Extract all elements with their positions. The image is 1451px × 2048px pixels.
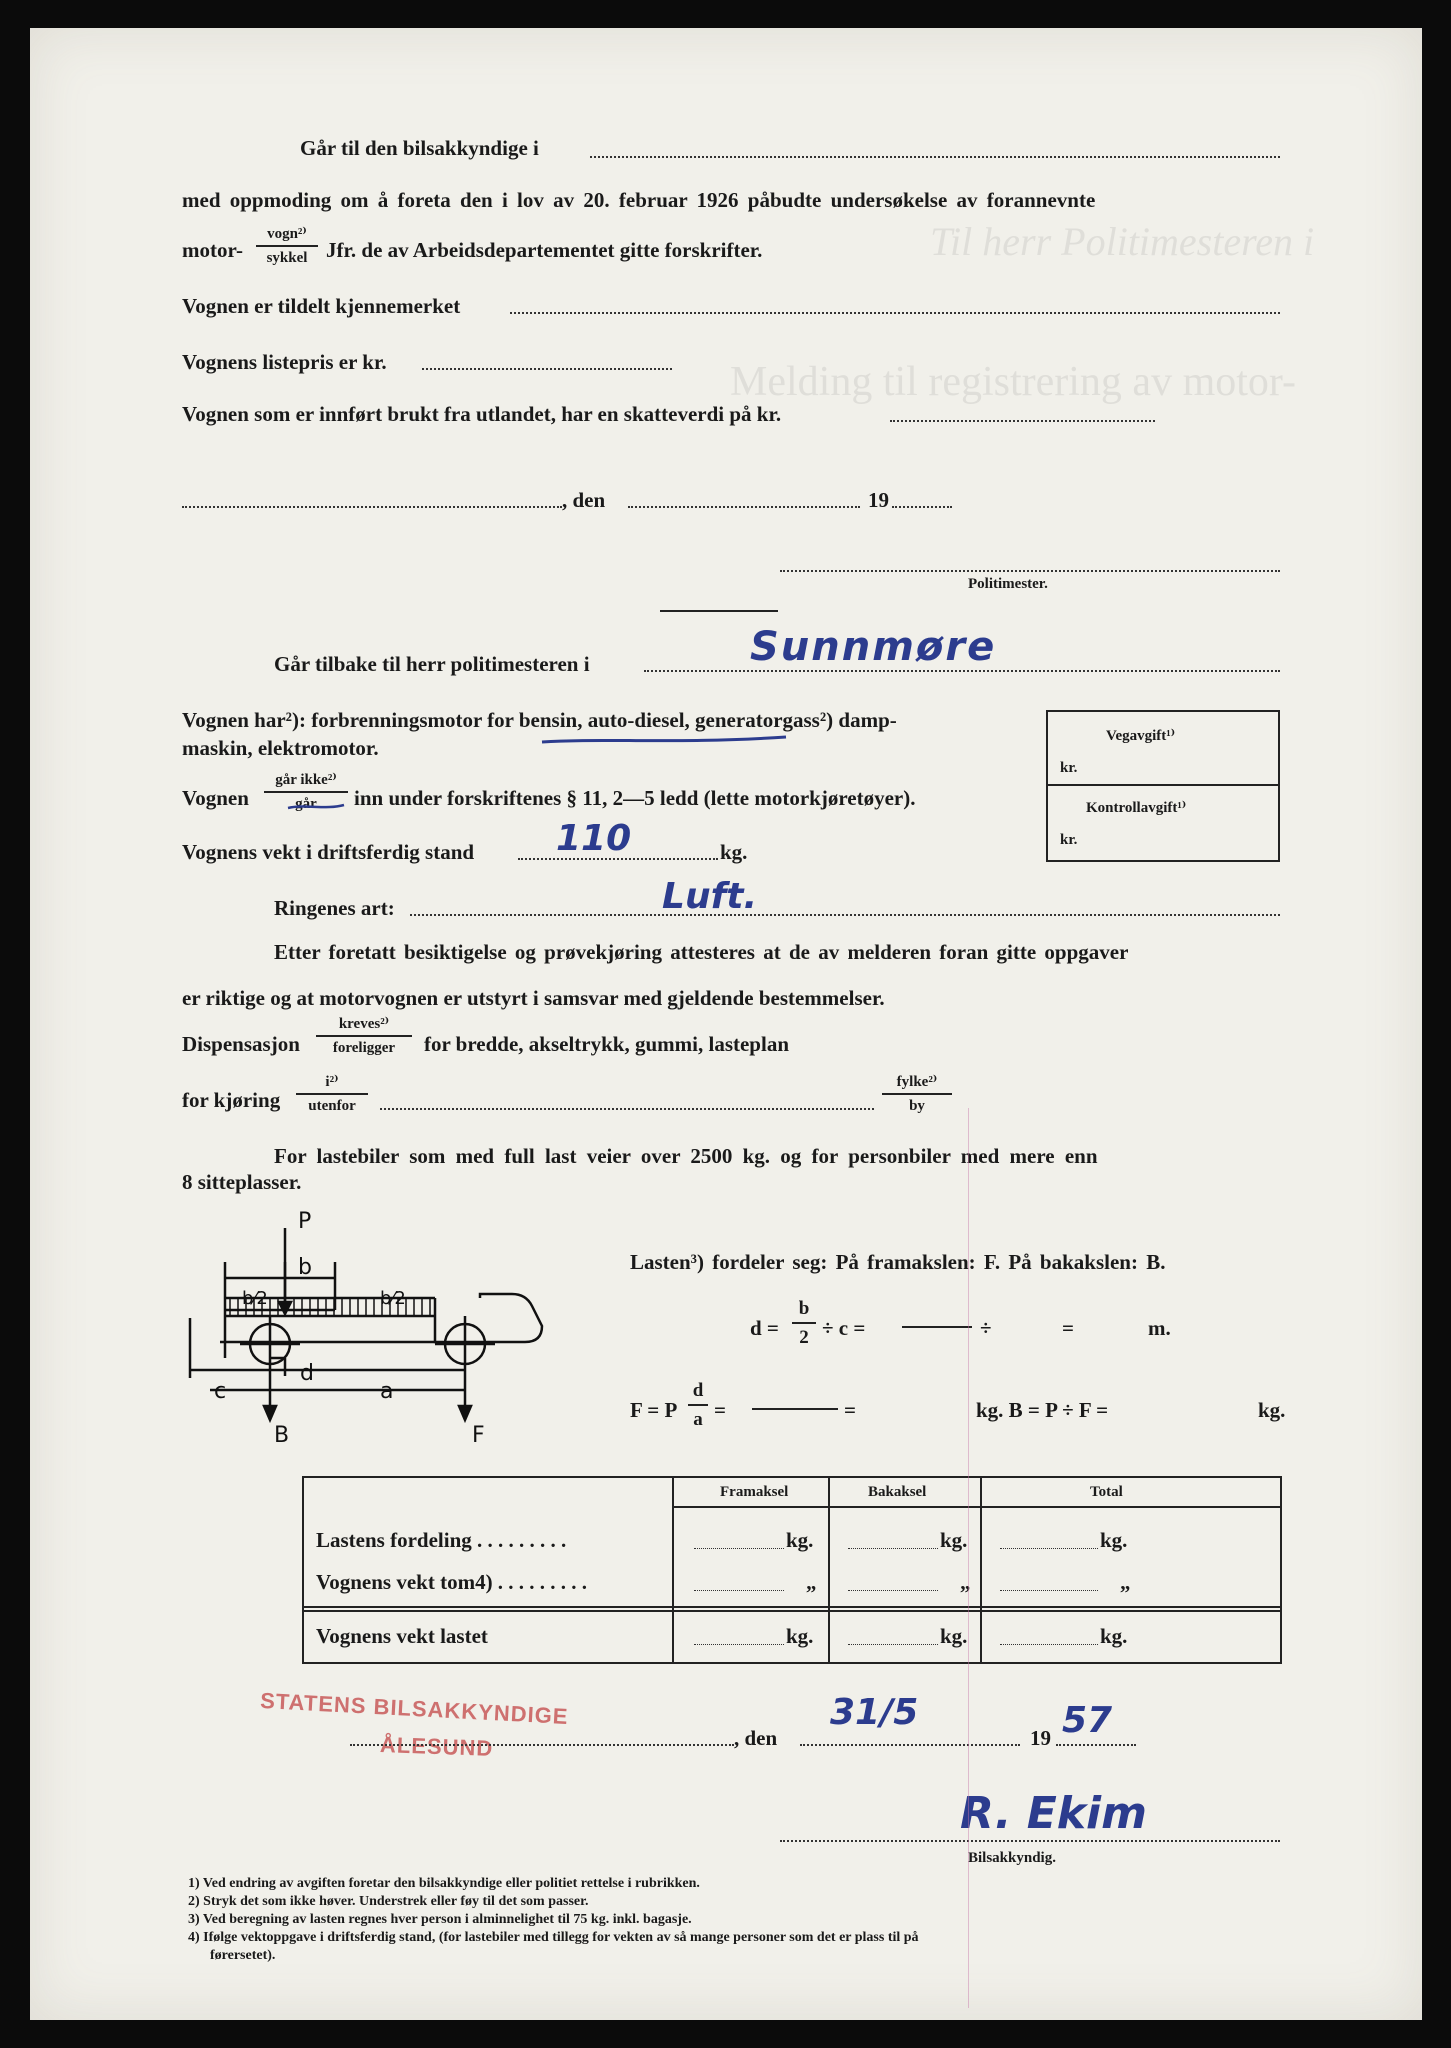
cell-field[interactable] — [848, 1644, 938, 1645]
by-option: by — [909, 1098, 925, 1114]
underline-handwriting — [540, 732, 790, 748]
footnote-4-cont — [210, 1948, 275, 1964]
politimester-signature-line[interactable] — [780, 570, 1280, 572]
footnote-2 — [188, 1894, 589, 1910]
table-header-rule — [672, 1506, 1280, 1508]
cell-field[interactable] — [848, 1548, 938, 1549]
diagram-label-c: c — [214, 1379, 227, 1404]
formula-div: ÷ — [980, 1316, 992, 1340]
cell-unit: kg. — [786, 1528, 814, 1552]
den-label-bottom: , den — [734, 1726, 778, 1750]
formula-d-over-a — [688, 1380, 708, 1431]
utenfor-option: utenfor — [308, 1098, 356, 1114]
row-label-lastens: Lastens fordeling . . . . . . . . . — [316, 1528, 567, 1552]
kreves-fraction — [316, 1014, 412, 1057]
formula-F-eq: F = P — [630, 1398, 678, 1422]
cell-field[interactable] — [694, 1548, 784, 1549]
gaar-tilbake-field[interactable] — [644, 670, 1280, 672]
footnote-mark: 2) — [188, 1894, 200, 1909]
ringenes-label: Ringenes art: — [274, 896, 395, 920]
date-field[interactable] — [628, 506, 860, 508]
den-label: , den — [562, 488, 606, 512]
vognen-har-line1: Vognen har²): forbrenningsmotor for bensin, auto-diesel, generatorgass²) damp- — [182, 708, 897, 732]
form-sheet — [30, 28, 1422, 2020]
cell-field[interactable] — [694, 1644, 784, 1645]
bilsakkyndig-signature-line[interactable] — [780, 1840, 1280, 1842]
formula-frac-d: d — [688, 1380, 708, 1406]
diagram-label-a: a — [380, 1379, 394, 1404]
stamp-line2: ÅLESUND — [379, 1732, 494, 1761]
diagram-label-F: F — [472, 1423, 485, 1448]
inn-under-text: inn under forskriftenes § 11, 2—5 ledd (lette motorkjøretøyer). — [354, 786, 916, 810]
footnote-mark: 1) — [188, 1876, 200, 1891]
dispensasjon-label: Dispensasjon — [182, 1032, 300, 1056]
vognen-har-line2: maskin, elektromotor. — [182, 736, 379, 760]
vekt-unit: kg. — [720, 840, 748, 864]
diagram-label-d: d — [300, 1361, 314, 1386]
gaar-strikethrough — [286, 800, 346, 814]
vegavgift-label: Vegavgift¹⁾ — [1106, 728, 1176, 744]
formula-eq3: = — [844, 1398, 856, 1422]
gaar-til-label: Går til den bilsakkyndige i — [300, 136, 539, 160]
year-handwriting: 57 — [1062, 1700, 1113, 1741]
etter-line1: Etter foretatt besiktigelse og prøvekjøring attesteres at de av melderen foran gitte oppgaver — [274, 940, 1129, 964]
footnote-4 — [188, 1930, 919, 1946]
vegavgift-kr[interactable]: kr. — [1060, 760, 1078, 776]
footnote-text: førersetet). — [210, 1948, 276, 1963]
cell-unit: kg. — [786, 1624, 814, 1648]
fees-box — [1046, 710, 1280, 862]
formula-frac-a: a — [693, 1409, 703, 1430]
formula-blank-2[interactable] — [752, 1408, 838, 1410]
cell-field[interactable] — [1000, 1590, 1098, 1591]
fylke-by-fraction — [882, 1072, 952, 1115]
cell-unit: „ — [960, 1570, 971, 1594]
header-total: Total — [1090, 1484, 1123, 1500]
foreligger-option: foreligger — [332, 1040, 396, 1056]
formula-b: b — [792, 1298, 816, 1324]
formula-m: m. — [1148, 1316, 1171, 1340]
ringenes-handwriting: Luft. — [662, 876, 758, 917]
stamp-line1: STATENS BILSAKKYNDIGE — [259, 1687, 570, 1730]
kjennemerket-field[interactable] — [510, 312, 1280, 314]
vogn-sykkel-fraction — [256, 224, 318, 267]
cell-unit: kg. — [1100, 1528, 1128, 1552]
formula-kg-B: kg. B = P ÷ F = — [976, 1398, 1109, 1422]
cell-field[interactable] — [848, 1590, 938, 1591]
formula-b-over-2 — [792, 1298, 816, 1349]
formula-kg-end: kg. — [1258, 1398, 1286, 1422]
cell-unit: kg. — [1100, 1624, 1128, 1648]
cell-unit: „ — [1120, 1570, 1131, 1594]
bleed-through: Melding til registrering av motor- — [730, 359, 1297, 405]
year-prefix-bottom: 19 — [1030, 1726, 1051, 1750]
lastebiler-line2: 8 sitteplasser. — [182, 1170, 302, 1194]
row-label-vekt-tom: Vognens vekt tom4) . . . . . . . . . — [316, 1570, 588, 1594]
lastebiler-line1: For lastebiler som med full last veier over 2500 kg. og for personbiler med mere enn — [274, 1144, 1098, 1168]
cell-unit: kg. — [940, 1528, 968, 1552]
cell-field[interactable] — [694, 1590, 784, 1591]
footnote-text: Ved endring av avgiften foretar den bilsakkyndige eller politiet rettelse i rubrikken. — [202, 1876, 700, 1891]
header-framaksel: Framaksel — [720, 1484, 789, 1500]
for-kjoring-label: for kjøring — [182, 1088, 281, 1112]
i-option: i²⁾ — [296, 1072, 368, 1095]
lasten-text: Lasten³) fordeler seg: På framakslen: F. På bakakslen: B. — [630, 1250, 1166, 1274]
formula-minus-c: ÷ c = — [822, 1316, 866, 1340]
kontrollavgift-kr[interactable]: kr. — [1060, 832, 1078, 848]
cell-field[interactable] — [1000, 1548, 1098, 1549]
year-prefix: 19 — [868, 488, 889, 512]
axle-load-diagram — [180, 1198, 580, 1458]
margin-mark — [968, 1108, 969, 2008]
gaar-til-field[interactable] — [590, 156, 1280, 158]
footnote-3 — [188, 1912, 692, 1928]
header-bakaksel: Bakaksel — [868, 1484, 927, 1500]
footnote-text: Ved beregning av lasten regnes hver person i alminnelighet til 75 kg. inkl. bagasje. — [202, 1912, 692, 1927]
vognen-label: Vognen — [182, 786, 249, 810]
vekt-handwriting: 110 — [556, 818, 632, 859]
date-handwriting: 31/5 — [830, 1692, 919, 1733]
fylke-option: fylke²⁾ — [882, 1072, 952, 1095]
table-total-rule-2 — [304, 1610, 1280, 1612]
formula-eq: = — [1062, 1316, 1074, 1340]
cell-unit: „ — [806, 1570, 817, 1594]
diagram-label-p: P — [298, 1209, 312, 1234]
gaar-tilbake-handwriting: Sunnmøre — [750, 624, 997, 670]
place-field[interactable] — [182, 506, 562, 508]
diagram-label-b2-right: b⁄2 — [380, 1288, 406, 1309]
kreves-option: kreves²⁾ — [316, 1014, 412, 1037]
cell-unit: kg. — [940, 1624, 968, 1648]
footnote-1 — [188, 1876, 700, 1892]
listepris-label: Vognens listepris er kr. — [182, 350, 387, 374]
gaar-tilbake-label: Går tilbake til herr politimesteren i — [274, 652, 590, 676]
listepris-field[interactable] — [422, 368, 672, 370]
footnote-mark: 3) — [188, 1912, 200, 1927]
formula-d-eq: d = — [750, 1316, 779, 1340]
table-total-rule — [304, 1606, 1280, 1608]
diagram-label-b2-left: b⁄2 — [242, 1288, 268, 1309]
bleed-through: Til herr Politimesteren i — [930, 219, 1315, 264]
motor-prefix: motor- — [182, 238, 244, 262]
year-field[interactable] — [892, 506, 952, 508]
politimester-label: Politimester. — [968, 576, 1048, 592]
oppmoding-text: med oppmoding om å foreta den i lov av 20. februar 1926 påbudte undersøkelse av forannevnte — [182, 188, 1096, 212]
for-bredde-text: for bredde, akseltrykk, gummi, lasteplan — [424, 1032, 789, 1056]
kjoring-field[interactable] — [380, 1108, 874, 1110]
skatteverdi-field[interactable] — [890, 420, 1155, 422]
sykkel-option: sykkel — [266, 250, 308, 266]
row-label-vekt-lastet: Vognens vekt lastet — [316, 1624, 488, 1648]
jfr-text: Jfr. de av Arbeidsdepartementet gitte forskrifter. — [326, 238, 763, 262]
ringenes-field[interactable] — [410, 914, 1280, 916]
utlandet-label: Vognen som er innført brukt fra utlandet, har en skatteverdi på kr. — [182, 402, 782, 426]
formula-two: 2 — [799, 1327, 809, 1348]
weight-table — [302, 1476, 1282, 1664]
etter-line2: er riktige og at motorvognen er utstyrt i samsvar med gjeldende bestemmelser. — [182, 986, 885, 1010]
section-divider — [660, 610, 778, 612]
gaar-ikke-option: går ikke²⁾ — [264, 770, 348, 793]
place-field-bottom[interactable] — [350, 1744, 734, 1746]
date-field-bottom[interactable] — [800, 1744, 1020, 1746]
gaar-option: går — [295, 796, 317, 812]
formula-eq2: = — [714, 1398, 726, 1422]
bilsakkyndig-label: Bilsakkyndig. — [968, 1850, 1056, 1866]
formula-blank-1[interactable] — [902, 1326, 972, 1328]
year-field-bottom[interactable] — [1056, 1744, 1136, 1746]
cell-field[interactable] — [1000, 1644, 1098, 1645]
fees-divider — [1048, 784, 1278, 786]
vekt-label: Vognens vekt i driftsferdig stand — [182, 840, 475, 864]
vogn-option: vogn²⁾ — [256, 224, 318, 247]
footnote-text: Stryk det som ikke høver. Understrek eller føy til det som passer. — [203, 1894, 589, 1909]
kjennemerket-label: Vognen er tildelt kjennemerket — [182, 294, 461, 318]
i-utenfor-fraction — [296, 1072, 368, 1115]
kontrollavgift-label: Kontrollavgift¹⁾ — [1086, 800, 1187, 816]
diagram-label-b: b — [298, 1255, 312, 1280]
footnote-mark: 4) — [188, 1930, 200, 1945]
signature-handwriting: R. Ekim — [960, 1788, 1147, 1839]
diagram-label-B: B — [274, 1423, 290, 1448]
footnote-text: Ifølge vektoppgave i driftsferdig stand, (for lastebiler med tillegg for vekten av så mange personer som det er plass til på — [203, 1930, 919, 1945]
